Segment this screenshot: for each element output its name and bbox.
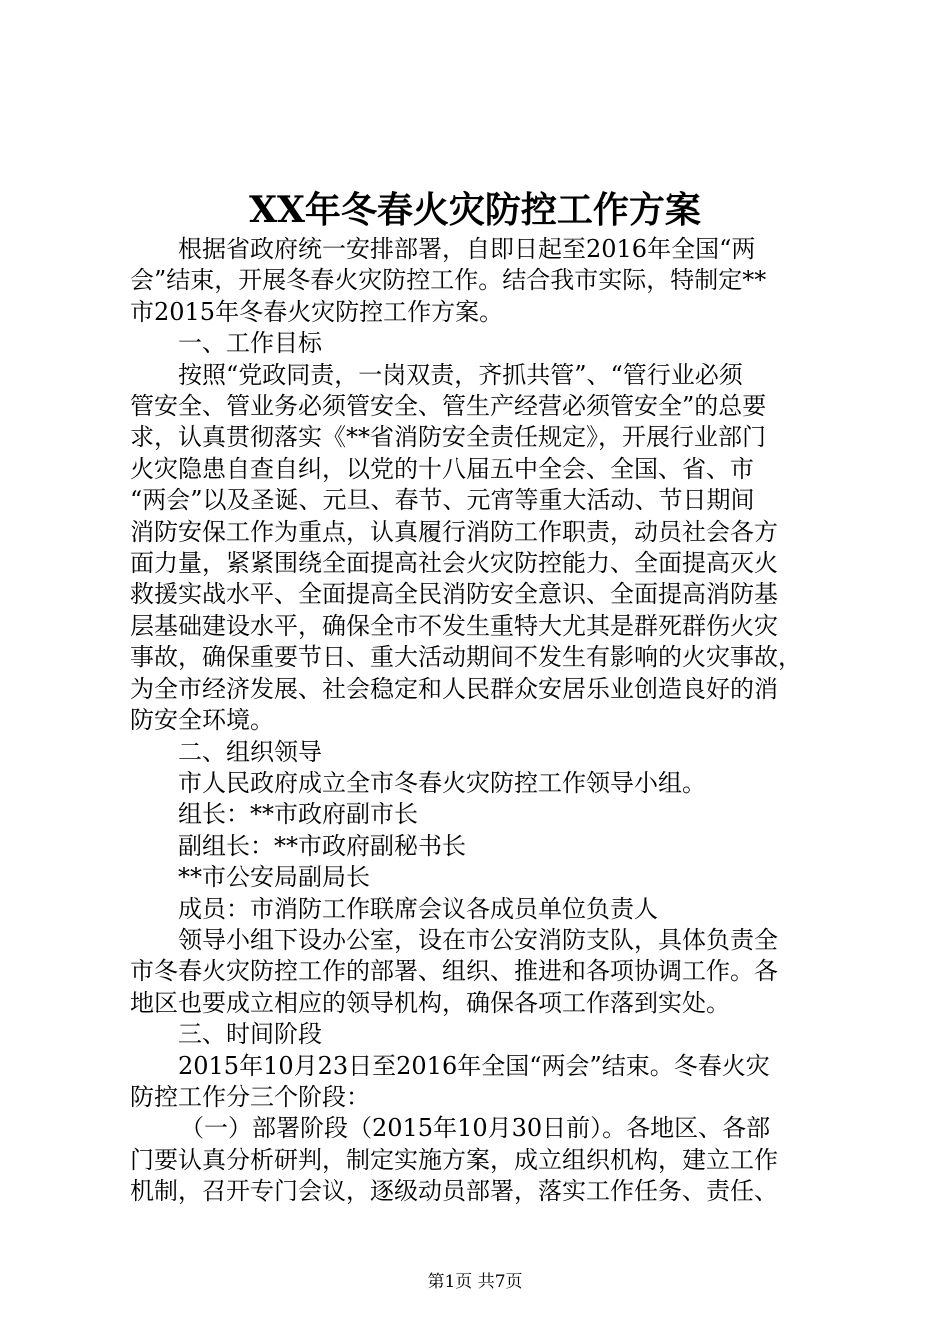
body-line: “两会”以及圣诞、元旦、春节、元宵等重大活动、节日期间 xyxy=(130,486,755,515)
body-line: 市冬春火灾防控工作的部署、组织、推进和各项协调工作。各 xyxy=(130,957,778,986)
body-line: 会”结束，开展冬春火灾防控工作。结合我市实际，特制定** xyxy=(130,266,767,295)
body-line: 机制，召开专门会议，逐级动员部署，落实工作任务、责任、 xyxy=(130,1177,778,1206)
body-line: （一）部署阶段（2015年10月30日前）。各地区、各部 xyxy=(180,1114,771,1143)
body-line: 地区也要成立相应的领导机构，确保各项工作落到实处。 xyxy=(130,988,730,1017)
section-heading: 二、组织领导 xyxy=(178,737,322,766)
section-heading: 一、工作目标 xyxy=(178,329,322,358)
body-line: 为全市经济发展、社会稳定和人民群众安居乐业创造良好的消 xyxy=(130,674,778,703)
body-line: 层基础建设水平，确保全市不发生重特大尤其是群死群伤火灾 xyxy=(130,611,778,640)
body-line: 副组长：**市政府副秘书长 xyxy=(178,831,466,860)
body-line: 防控工作分三个阶段： xyxy=(130,1082,370,1111)
section-heading: 三、时间阶段 xyxy=(178,1020,322,1049)
body-line: 根据省政府统一安排部署，自即日起至2016年全国“两 xyxy=(178,235,756,263)
body-line: 火灾隐患自查自纠，以党的十八届五中全会、全国、省、市 xyxy=(130,454,754,483)
document-body xyxy=(130,234,830,1208)
body-line: 成员：市消防工作联席会议各成员单位负责人 xyxy=(178,894,658,923)
document-title: XX年冬春火灾防控工作方案 xyxy=(249,189,701,231)
body-line: **市公安局副局长 xyxy=(178,863,370,892)
body-line: 事故，确保重要节日、重大活动期间不发生有影响的火灾事故， xyxy=(130,643,802,672)
body-line: 领导小组下设办公室，设在市公安消防支队，具体负责全 xyxy=(178,925,778,954)
body-line: 按照“党政同责，一岗双责，齐抓共管”、“管行业必须 xyxy=(178,360,743,389)
body-line: 求，认真贯彻落实《**省消防安全责任规定》，开展行业部门 xyxy=(130,423,766,452)
body-line: 门要认真分析研判，制定实施方案，成立组织机构，建立工作 xyxy=(130,1145,778,1174)
body-line: 组长：**市政府副市长 xyxy=(178,800,418,829)
body-line: 2015年10月23日至2016年全国“两会”结束。冬春火灾 xyxy=(178,1051,770,1080)
body-line: 管安全、管业务必须管安全、管生产经营必须管安全”的总要 xyxy=(130,392,767,421)
body-line: 市人民政府成立全市冬春火灾防控工作领导小组。 xyxy=(178,768,706,797)
page-number: 第1页 共7页 xyxy=(427,1272,523,1292)
body-line: 救援实战水平、全面提高全民消防安全意识、全面提高消防基 xyxy=(130,580,778,609)
body-line: 面力量，紧紧围绕全面提高社会火灾防控能力、全面提高灭火 xyxy=(130,549,778,578)
body-line: 市2015年冬春火灾防控工作方案。 xyxy=(130,297,504,326)
body-line: 消防安保工作为重点，认真履行消防工作职责，动员社会各方 xyxy=(130,517,778,546)
body-line: 防安全环境。 xyxy=(130,706,274,735)
